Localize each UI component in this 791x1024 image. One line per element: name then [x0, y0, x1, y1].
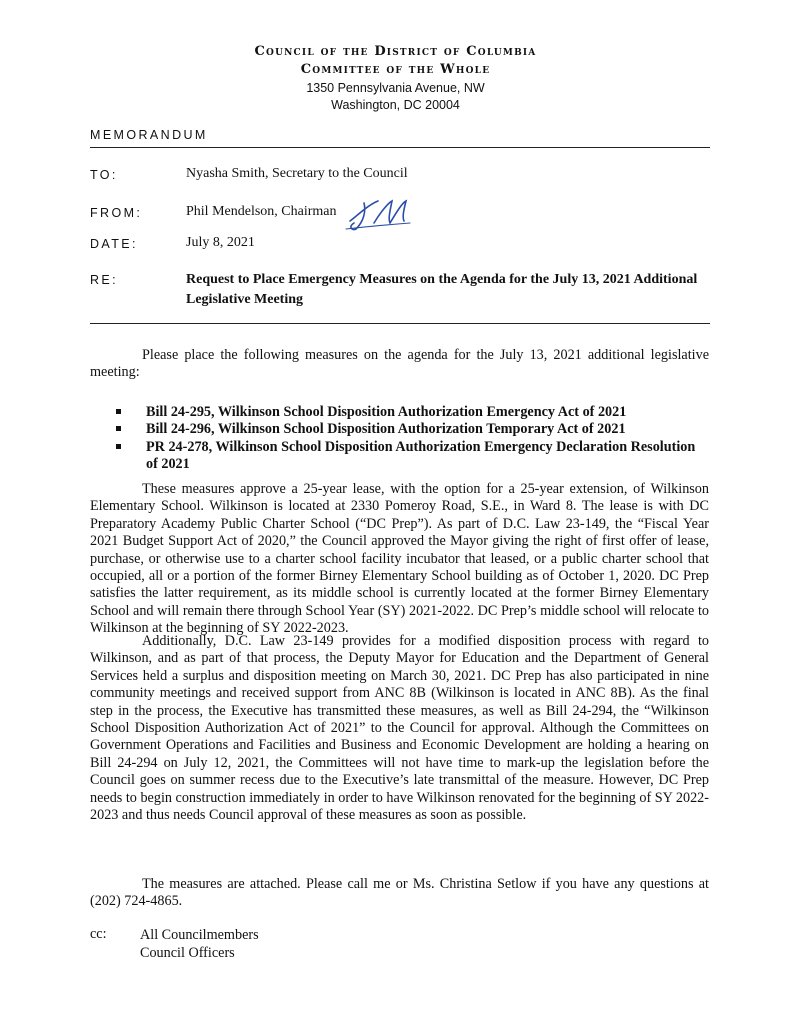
header-address-line2: Washington, DC 20004	[331, 98, 460, 112]
date-label: DATE:	[90, 237, 138, 251]
top-divider	[90, 147, 710, 148]
bottom-divider	[90, 323, 710, 324]
bullet-icon	[116, 426, 121, 431]
paragraph-disposition	[90, 633, 709, 824]
cc-list	[140, 926, 259, 962]
cc-recipient: All Councilmembers	[140, 927, 259, 943]
from-label: FROM:	[90, 206, 143, 220]
from-value: Phil Mendelson, Chairman	[186, 204, 337, 219]
measures-list	[116, 404, 710, 474]
header-committee: Committee of the Whole	[300, 62, 491, 77]
intro-paragraph	[90, 347, 709, 382]
paragraph-lease-text: These measures approve a 25-year lease, with the option for a 25-year extension, of Wilkinson Elementary School. Wilkinson is located at 2330 Pomeroy Road, S.E., in Ward 8. The lease is with DC Preparatory Academy Public Charter School (“DC Prep”). As part of D.C. Law 23-149, the “Fiscal Year 2021 Budget Support Act of 2020,” the Council approved the Mayor giving the right of first offer of lease, purchase, or otherwise use to a charter school facility incubator that leased, or a public charter school that occupied, all or a portion of the former Birney Elementary School building as of October 1, 2020. DC Prep satisfies the latter requirement, as its middle school is currently located at the former Birney Elementary School and will remain there through School Year (SY) 2021-2022. DC Prep’s middle school will relocate to Wilkinson at the beginning of SY 2022-2023.	[90, 481, 709, 637]
paragraph-disposition-text: Additionally, D.C. Law 23-149 provides for a modified disposition process with regard to Wilkinson, and as part of that process, the Deputy Mayor for Education and the Department of General Services held a surplus and disposition meeting on March 30, 2021. DC Prep has also participated in nine community meetings and received support from ANC 8B (Wilkinson is located in ANC 8B). As the final step in the process, the Executive has transmitted these measures, as well as Bill 24-294, the “Wilkinson School Disposition Authorization Act of 2021” to the Council for approval. Although the Committees on Government Operations and Facilities and Business and Economic Development are holding a hearing on Bill 24-294 on July 12, 2021, the Committees will not have time to mark-up the legislation before the Council goes on summer recess due to the Executive’s late transmittal of the measure. However, DC Prep needs to begin construction immediately in order to have Wilkinson renovated for the beginning of SY 2022-2023 and thus needs Council approval of these measures as soon as possible.	[90, 633, 709, 824]
memo-title: MEMORANDUM	[90, 128, 208, 142]
to-value: Nyasha Smith, Secretary to the Council	[186, 166, 408, 181]
cc-recipient: Council Officers	[140, 945, 235, 961]
list-item	[116, 439, 710, 474]
bullet-icon	[116, 444, 121, 449]
measure-text: Bill 24-296, Wilkinson School Disposition Authorization Temporary Act of 2021	[146, 421, 626, 438]
header-address-line1: 1350 Pennsylvania Avenue, NW	[306, 81, 485, 95]
to-label: TO:	[90, 168, 118, 182]
header-org: Council of the District of Columbia	[254, 44, 537, 59]
paragraph-lease	[90, 481, 709, 638]
re-label: RE:	[90, 273, 119, 287]
measure-text: PR 24-278, Wilkinson School Disposition Authorization Emergency Declaration Resolution of 2021	[146, 438, 696, 473]
signature-icon	[344, 193, 414, 233]
cc-label: cc:	[90, 926, 107, 942]
paragraph-closing	[90, 876, 709, 911]
re-value: Request to Place Emergency Measures on the Agenda for the July 13, 2021 Additional Legislative Meeting	[186, 272, 698, 307]
measure-text: Bill 24-295, Wilkinson School Disposition Authorization Emergency Act of 2021	[146, 404, 627, 420]
list-item	[116, 421, 710, 438]
bullet-icon	[116, 409, 121, 414]
intro-text: Please place the following measures on the agenda for the July 13, 2021 additional legislative meeting:	[90, 347, 709, 381]
date-value: July 8, 2021	[186, 235, 255, 250]
list-item	[116, 404, 710, 421]
paragraph-closing-text: The measures are attached. Please call me or Ms. Christina Setlow if you have any questions at (202) 724-4865.	[90, 876, 709, 910]
